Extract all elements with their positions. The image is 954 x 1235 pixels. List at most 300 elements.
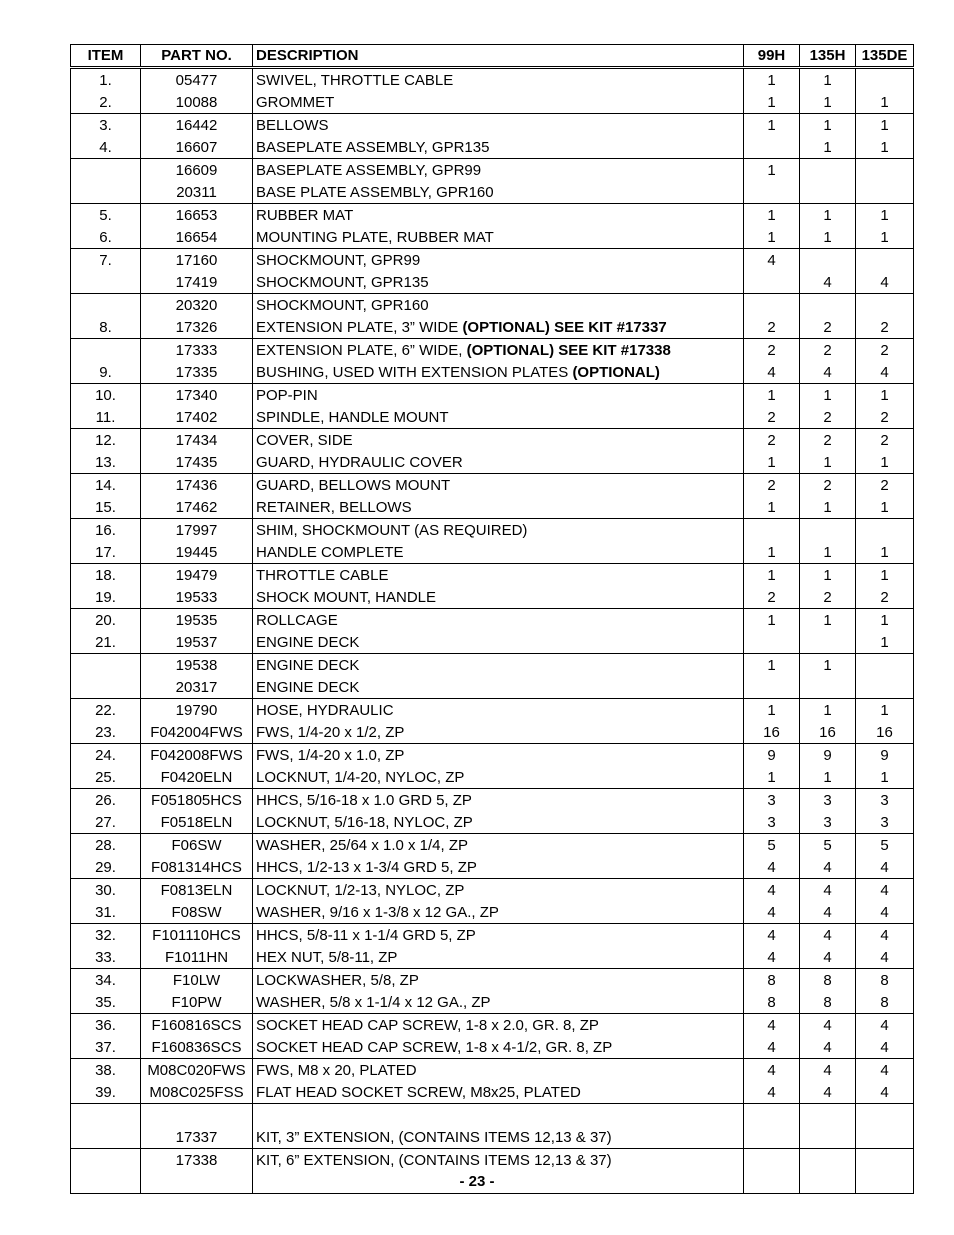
table-row: [71, 631, 914, 654]
item-cell: 33.: [71, 946, 141, 969]
qty-99h-cell: 1: [744, 609, 800, 632]
header-description: DESCRIPTION: [253, 45, 744, 68]
part-number-cell: 17434: [141, 429, 253, 452]
description-cell: [253, 294, 744, 317]
header-row: [71, 45, 914, 68]
qty-135h-cell: 4: [800, 1081, 856, 1104]
part-number-cell: 20311: [141, 181, 253, 204]
description-text: FLAT HEAD SOCKET SCREW, M8x25, PLATED: [256, 1083, 581, 1101]
qty-135h-cell: 2: [800, 339, 856, 362]
table-row: [71, 1081, 914, 1104]
item-cell: 27.: [71, 811, 141, 834]
qty-135de-cell: 2: [856, 339, 914, 362]
part-number-cell: F160816SCS: [141, 1014, 253, 1037]
qty-135h-cell: 4: [800, 1036, 856, 1059]
part-number-cell: F042008FWS: [141, 744, 253, 767]
description-cell: [253, 204, 744, 227]
qty-135h-cell: 9: [800, 744, 856, 767]
table-row: [71, 114, 914, 137]
description-text: SOCKET HEAD CAP SCREW, 1-8 x 4-1/2, GR. 8, ZP: [256, 1038, 613, 1056]
qty-135h-cell: 1: [800, 654, 856, 677]
description-cell: [253, 136, 744, 159]
qty-99h-cell: 1: [744, 541, 800, 564]
description-text: BASE PLATE ASSEMBLY, GPR160: [256, 183, 494, 201]
qty-99h-cell: [744, 1126, 800, 1149]
description-text: SHOCKMOUNT, GPR160: [256, 296, 429, 314]
part-number-cell: 19537: [141, 631, 253, 654]
qty-99h-cell: 2: [744, 586, 800, 609]
part-number-cell: 05477: [141, 68, 253, 92]
table-row: [71, 766, 914, 789]
description-text: WASHER, 5/8 x 1-1/4 x 12 GA., ZP: [256, 993, 491, 1011]
part-number-cell: 19538: [141, 654, 253, 677]
table-row: [71, 789, 914, 812]
description-cell: [253, 114, 744, 137]
table-row: [71, 1059, 914, 1082]
description-text: SPINDLE, HANDLE MOUNT: [256, 408, 449, 426]
qty-99h-cell: [744, 271, 800, 294]
description-cell: [253, 564, 744, 587]
qty-135de-cell: 3: [856, 811, 914, 834]
qty-135h-cell: 1: [800, 384, 856, 407]
part-number-cell: F10LW: [141, 969, 253, 992]
description-note: (OPTIONAL): [572, 363, 660, 381]
qty-99h-cell: 2: [744, 339, 800, 362]
qty-135h-cell: 1: [800, 136, 856, 159]
qty-135de-cell: 2: [856, 474, 914, 497]
header-item: ITEM: [71, 45, 141, 68]
table-row: [71, 294, 914, 317]
item-cell: [71, 654, 141, 677]
qty-135de-cell: 1: [856, 204, 914, 227]
part-number-cell: 17997: [141, 519, 253, 542]
qty-135de-cell: 4: [856, 879, 914, 902]
description-text: LOCKNUT, 5/16-18, NYLOC, ZP: [256, 813, 473, 831]
qty-135h-cell: 1: [800, 766, 856, 789]
qty-99h-cell: 1: [744, 91, 800, 114]
qty-99h-cell: 4: [744, 856, 800, 879]
item-cell: 9.: [71, 361, 141, 384]
qty-135h-cell: 4: [800, 901, 856, 924]
description-text: KIT, 3” EXTENSION, (CONTAINS ITEMS 12,13 & 37): [256, 1128, 612, 1146]
description-cell: [253, 451, 744, 474]
qty-135h-cell: 4: [800, 856, 856, 879]
qty-135de-cell: 9: [856, 744, 914, 767]
part-number-cell: 16609: [141, 159, 253, 182]
qty-135h-cell: 16: [800, 721, 856, 744]
qty-135h-cell: 4: [800, 361, 856, 384]
qty-99h-cell: 1: [744, 68, 800, 92]
description-cell: [253, 766, 744, 789]
part-number-cell: F08SW: [141, 901, 253, 924]
qty-135de-cell: 2: [856, 316, 914, 339]
item-cell: 4.: [71, 136, 141, 159]
description-text: HHCS, 1/2-13 x 1-3/4 GRD 5, ZP: [256, 858, 477, 876]
qty-135h-cell: 1: [800, 496, 856, 519]
description-text: HHCS, 5/16-18 x 1.0 GRD 5, ZP: [256, 791, 472, 809]
qty-99h-cell: 1: [744, 226, 800, 249]
description-text: ROLLCAGE: [256, 611, 338, 629]
description-text: GUARD, BELLOWS MOUNT: [256, 476, 451, 494]
qty-99h-cell: 5: [744, 834, 800, 857]
qty-135de-cell: 8: [856, 991, 914, 1014]
part-number-cell: 19533: [141, 586, 253, 609]
part-number-cell: F081314HCS: [141, 856, 253, 879]
qty-99h-cell: 2: [744, 429, 800, 452]
qty-99h-cell: [744, 631, 800, 654]
item-cell: 17.: [71, 541, 141, 564]
part-number-cell: 17436: [141, 474, 253, 497]
description-text: SWIVEL, THROTTLE CABLE: [256, 71, 454, 89]
table-body: [71, 68, 914, 1194]
qty-135de-cell: 1: [856, 564, 914, 587]
description-cell: [253, 226, 744, 249]
description-cell: [253, 159, 744, 182]
qty-135h-cell: 1: [800, 699, 856, 722]
description-cell: [253, 879, 744, 902]
qty-135h-cell: 2: [800, 406, 856, 429]
qty-135h-cell: 2: [800, 586, 856, 609]
table-row: [71, 136, 914, 159]
qty-135de-cell: [856, 181, 914, 204]
item-cell: 35.: [71, 991, 141, 1014]
item-cell: 14.: [71, 474, 141, 497]
item-cell: 28.: [71, 834, 141, 857]
part-number-cell: 19479: [141, 564, 253, 587]
qty-99h-cell: 1: [744, 699, 800, 722]
description-cell: [253, 811, 744, 834]
table-row: [71, 384, 914, 407]
part-number-cell: F0518ELN: [141, 811, 253, 834]
part-number-cell: F101110HCS: [141, 924, 253, 947]
description-text: THROTTLE CABLE: [256, 566, 389, 584]
table-row: [71, 68, 914, 92]
description-text: WASHER, 9/16 x 1-3/8 x 12 GA., ZP: [256, 903, 499, 921]
table-row: [71, 564, 914, 587]
description-cell: [253, 1059, 744, 1082]
table-row: [71, 901, 914, 924]
table-row: [71, 91, 914, 114]
qty-135h-cell: 4: [800, 271, 856, 294]
item-cell: 32.: [71, 924, 141, 947]
description-text: SOCKET HEAD CAP SCREW, 1-8 x 2.0, GR. 8, ZP: [256, 1016, 599, 1034]
part-number-cell: 10088: [141, 91, 253, 114]
qty-99h-cell: 4: [744, 924, 800, 947]
description-cell: [253, 901, 744, 924]
qty-135h-cell: [800, 631, 856, 654]
qty-135h-cell: [800, 1149, 856, 1172]
qty-135de-cell: 4: [856, 1014, 914, 1037]
table-row: [71, 609, 914, 632]
qty-99h-cell: 2: [744, 316, 800, 339]
qty-135h-cell: 2: [800, 429, 856, 452]
item-cell: 13.: [71, 451, 141, 474]
item-cell: 26.: [71, 789, 141, 812]
qty-99h-cell: 1: [744, 564, 800, 587]
qty-135de-cell: 1: [856, 766, 914, 789]
description-cell: [253, 91, 744, 114]
item-cell: 7.: [71, 249, 141, 272]
item-cell: 6.: [71, 226, 141, 249]
description-text: FWS, 1/4-20 x 1/2, ZP: [256, 723, 405, 741]
table-row: [71, 316, 914, 339]
table-row: [71, 586, 914, 609]
description-text: BASEPLATE ASSEMBLY, GPR99: [256, 161, 482, 179]
table-row: [71, 946, 914, 969]
table-row: [71, 1036, 914, 1059]
qty-135de-cell: 4: [856, 361, 914, 384]
description-cell: [253, 744, 744, 767]
item-cell: [71, 271, 141, 294]
item-cell: [71, 181, 141, 204]
description-text: HHCS, 5/8-11 x 1-1/4 GRD 5, ZP: [256, 926, 476, 944]
description-text: FWS, M8 x 20, PLATED: [256, 1061, 417, 1079]
table-header: [71, 45, 914, 68]
table-row: [71, 699, 914, 722]
part-number-cell: 16654: [141, 226, 253, 249]
item-cell: 22.: [71, 699, 141, 722]
qty-135h-cell: 1: [800, 564, 856, 587]
part-number-cell: F06SW: [141, 834, 253, 857]
table-row: [71, 1126, 914, 1149]
qty-99h-cell: 4: [744, 361, 800, 384]
item-cell: 16.: [71, 519, 141, 542]
part-number-cell: 16607: [141, 136, 253, 159]
qty-99h-cell: 1: [744, 766, 800, 789]
qty-135de-cell: 8: [856, 969, 914, 992]
item-cell: 5.: [71, 204, 141, 227]
qty-99h-cell: 4: [744, 249, 800, 272]
qty-135de-cell: [856, 159, 914, 182]
item-cell: 23.: [71, 721, 141, 744]
item-cell: [71, 339, 141, 362]
qty-99h-cell: 2: [744, 406, 800, 429]
description-cell: [253, 316, 744, 339]
description-cell: [253, 1036, 744, 1059]
description-text: SHOCKMOUNT, GPR135: [256, 273, 429, 291]
qty-99h-cell: 4: [744, 1081, 800, 1104]
part-number-cell: 17340: [141, 384, 253, 407]
qty-135de-cell: 5: [856, 834, 914, 857]
item-cell: 38.: [71, 1059, 141, 1082]
qty-135h-cell: 1: [800, 541, 856, 564]
description-cell: [253, 721, 744, 744]
qty-99h-cell: 1: [744, 114, 800, 137]
description-text: ENGINE DECK: [256, 633, 360, 651]
qty-135de-cell: 1: [856, 699, 914, 722]
description-cell: [253, 496, 744, 519]
description-cell: [253, 339, 744, 362]
qty-99h-cell: [744, 1104, 800, 1127]
parts-table: [70, 44, 914, 1194]
part-number-cell: F1011HN: [141, 946, 253, 969]
qty-99h-cell: 4: [744, 1014, 800, 1037]
table-row: [71, 721, 914, 744]
description-cell: [253, 384, 744, 407]
qty-135de-cell: 1: [856, 451, 914, 474]
description-cell: [253, 991, 744, 1014]
table-row: [71, 676, 914, 699]
description-cell: [253, 1104, 744, 1127]
qty-135de-cell: 2: [856, 586, 914, 609]
description-cell: [253, 429, 744, 452]
qty-135de-cell: [856, 676, 914, 699]
description-text: SHIM, SHOCKMOUNT (AS REQUIRED): [256, 521, 528, 539]
qty-99h-cell: 1: [744, 384, 800, 407]
table-row: [71, 856, 914, 879]
part-number-cell: F042004FWS: [141, 721, 253, 744]
qty-99h-cell: 4: [744, 946, 800, 969]
table-row: [71, 991, 914, 1014]
qty-135de-cell: [856, 294, 914, 317]
description-cell: [253, 789, 744, 812]
description-cell: [253, 946, 744, 969]
qty-135h-cell: 4: [800, 946, 856, 969]
item-cell: 39.: [71, 1081, 141, 1104]
qty-135h-cell: 1: [800, 91, 856, 114]
description-text: FWS, 1/4-20 x 1.0, ZP: [256, 746, 405, 764]
table-row: [71, 924, 914, 947]
header-135h: 135H: [800, 45, 856, 68]
qty-99h-cell: 1: [744, 159, 800, 182]
description-text: POP-PIN: [256, 386, 318, 404]
qty-135h-cell: 1: [800, 68, 856, 92]
qty-135de-cell: 4: [856, 946, 914, 969]
description-cell: [253, 474, 744, 497]
table-row: [71, 339, 914, 362]
part-number-cell: F0813ELN: [141, 879, 253, 902]
qty-135de-cell: 1: [856, 136, 914, 159]
qty-135h-cell: 2: [800, 474, 856, 497]
part-number-cell: 17335: [141, 361, 253, 384]
qty-99h-cell: 1: [744, 496, 800, 519]
header-99h: 99H: [744, 45, 800, 68]
item-cell: 37.: [71, 1036, 141, 1059]
description-text: RUBBER MAT: [256, 206, 354, 224]
part-number-cell: 16653: [141, 204, 253, 227]
page-number: - 23 -: [459, 1173, 495, 1190]
item-cell: 21.: [71, 631, 141, 654]
item-cell: 3.: [71, 114, 141, 137]
table-row: [71, 834, 914, 857]
qty-135h-cell: [800, 181, 856, 204]
part-number-cell: M08C020FWS: [141, 1059, 253, 1082]
description-text: MOUNTING PLATE, RUBBER MAT: [256, 228, 494, 246]
part-number-cell: 20317: [141, 676, 253, 699]
item-cell: [71, 1126, 141, 1149]
qty-135de-cell: 3: [856, 789, 914, 812]
qty-135de-cell: 4: [856, 271, 914, 294]
item-cell: [71, 676, 141, 699]
part-number-cell: M08C025FSS: [141, 1081, 253, 1104]
description-text: EXTENSION PLATE, 6” WIDE,: [256, 341, 467, 359]
qty-135de-cell: [856, 519, 914, 542]
description-text: LOCKNUT, 1/2-13, NYLOC, ZP: [256, 881, 465, 899]
table-row: [71, 204, 914, 227]
item-cell: 36.: [71, 1014, 141, 1037]
part-number-cell: 17419: [141, 271, 253, 294]
item-cell: 15.: [71, 496, 141, 519]
qty-135de-cell: 4: [856, 1081, 914, 1104]
description-cell: [253, 406, 744, 429]
description-cell: [253, 1149, 744, 1172]
item-cell: 29.: [71, 856, 141, 879]
description-note: (OPTIONAL) SEE KIT #17337: [462, 318, 667, 336]
qty-135h-cell: 8: [800, 969, 856, 992]
table-row: [71, 541, 914, 564]
item-cell: [71, 294, 141, 317]
qty-99h-cell: [744, 519, 800, 542]
qty-135h-cell: 3: [800, 789, 856, 812]
description-cell: [253, 699, 744, 722]
header-part-no: PART NO.: [141, 45, 253, 68]
qty-135de-cell: 1: [856, 114, 914, 137]
description-text: HANDLE COMPLETE: [256, 543, 404, 561]
qty-99h-cell: 1: [744, 204, 800, 227]
description-text: BASEPLATE ASSEMBLY, GPR135: [256, 138, 490, 156]
item-cell: 31.: [71, 901, 141, 924]
item-cell: 20.: [71, 609, 141, 632]
qty-135de-cell: [856, 654, 914, 677]
table-row: [71, 1014, 914, 1037]
part-number-cell: F160836SCS: [141, 1036, 253, 1059]
description-text: GROMMET: [256, 93, 335, 111]
part-number-cell: 19535: [141, 609, 253, 632]
item-cell: 19.: [71, 586, 141, 609]
qty-99h-cell: 4: [744, 1059, 800, 1082]
qty-135de-cell: 1: [856, 609, 914, 632]
qty-135de-cell: 16: [856, 721, 914, 744]
part-number-cell: [141, 1104, 253, 1127]
item-cell: 10.: [71, 384, 141, 407]
item-cell: 30.: [71, 879, 141, 902]
qty-135de-cell: 1: [856, 541, 914, 564]
description-text: EXTENSION PLATE, 3” WIDE: [256, 318, 463, 336]
table-row: [71, 811, 914, 834]
table-row: [71, 1104, 914, 1127]
description-text: LOCKNUT, 1/4-20, NYLOC, ZP: [256, 768, 465, 786]
qty-99h-cell: 4: [744, 1036, 800, 1059]
part-number-cell: F0420ELN: [141, 766, 253, 789]
qty-135de-cell: 1: [856, 91, 914, 114]
qty-135de-cell: 1: [856, 384, 914, 407]
item-cell: 8.: [71, 316, 141, 339]
qty-135h-cell: [800, 1104, 856, 1127]
item-cell: 12.: [71, 429, 141, 452]
qty-135h-cell: [800, 519, 856, 542]
description-text: LOCKWASHER, 5/8, ZP: [256, 971, 419, 989]
description-cell: [253, 1081, 744, 1104]
description-text: SHOCKMOUNT, GPR99: [256, 251, 421, 269]
qty-135de-cell: 4: [856, 1059, 914, 1082]
qty-99h-cell: 8: [744, 991, 800, 1014]
description-text: SHOCK MOUNT, HANDLE: [256, 588, 437, 606]
item-cell: [71, 1149, 141, 1172]
qty-135h-cell: 1: [800, 114, 856, 137]
table-row: [71, 496, 914, 519]
qty-135h-cell: 8: [800, 991, 856, 1014]
item-cell: 24.: [71, 744, 141, 767]
qty-135de-cell: 2: [856, 406, 914, 429]
description-cell: [253, 541, 744, 564]
part-number-cell: 20320: [141, 294, 253, 317]
qty-135de-cell: [856, 1126, 914, 1149]
qty-135h-cell: 4: [800, 1059, 856, 1082]
qty-135de-cell: 1: [856, 631, 914, 654]
qty-99h-cell: 4: [744, 901, 800, 924]
table-row: [71, 744, 914, 767]
qty-99h-cell: [744, 181, 800, 204]
